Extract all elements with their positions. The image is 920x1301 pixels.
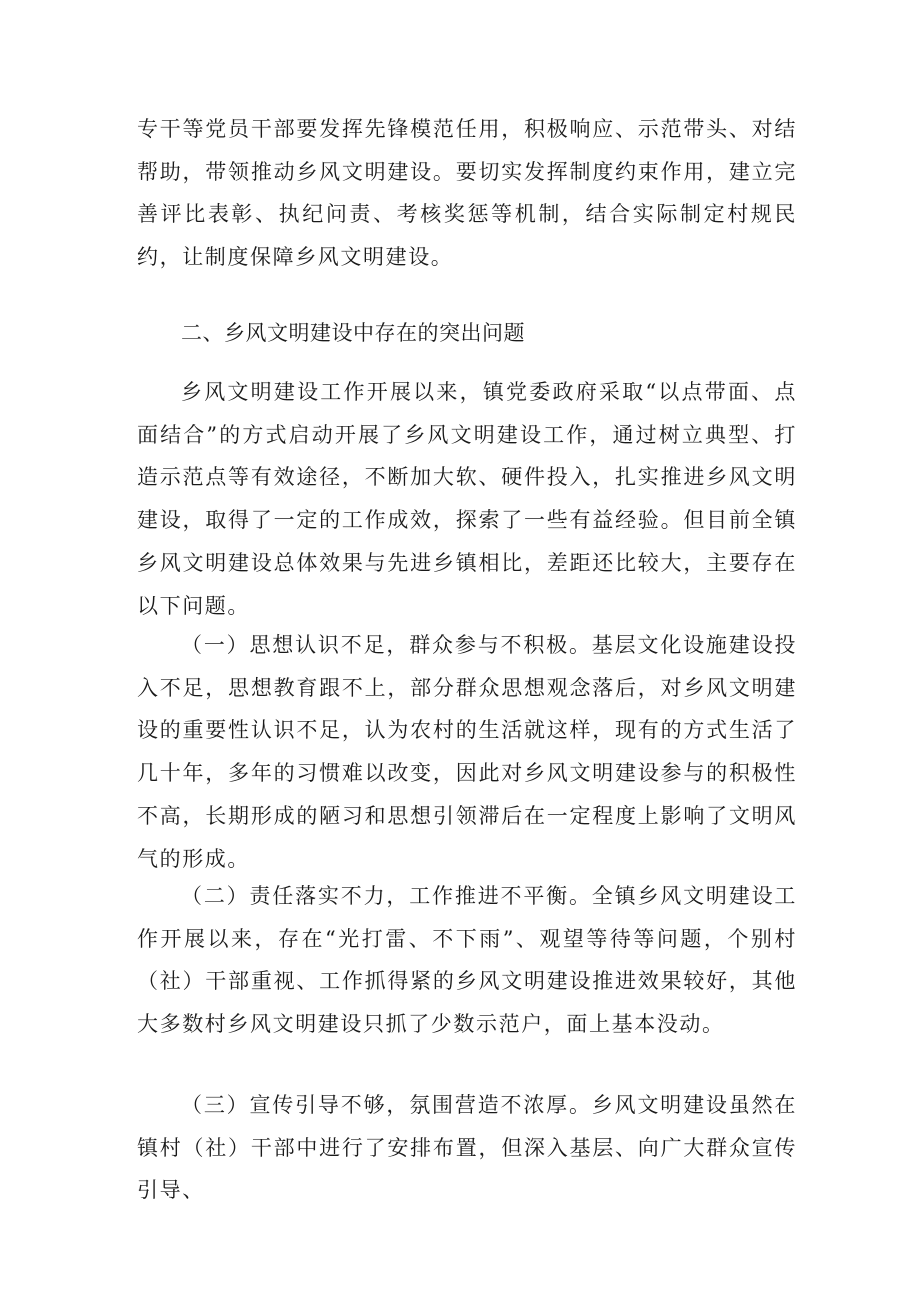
paragraph-intro: 乡风文明建设工作开展以来，镇党委政府采取“以点带面、点面结合”的方式启动开展了乡风文明建设工作，通过树立典型、打造示范点等有效途径，不断加大软、硬件投入，扎实推进乡风文明建设，取得了一定的工作成效，探索了一些有益经验。但目前全镇乡风文明建设总体效果与先进乡镇相比，差距还比较大，主要存在以下问题。 — [137, 380, 797, 618]
paragraph-issue-1: （一）思想认识不足，群众参与不积极。基层文化设施建设投入不足，思想教育跟不上，部分群众思想观念落后，对乡风文明建设的重要性认识不足，认为农村的生活就这样，现有的方式生活了几十年，多年的习惯难以改变，因此对乡风文明建设参与的积极性不高，长期形成的陋习和思想引领滞后在一定程度上影响了文明风气的形成。 — [137, 633, 797, 871]
section-heading: 二、乡风文明建设中存在的突出问题 — [181, 321, 525, 345]
paragraph-issue-3: （三）宣传引导不够，氛围营造不浓厚。乡风文明建设虽然在镇村（社）干部中进行了安排布置，但深入基层、向广大群众宣传引导、 — [137, 1093, 797, 1203]
paragraph-continuation: 专干等党员干部要发挥先锋模范任用，积极响应、示范带头、对结帮助，带领推动乡风文明建设。要切实发挥制度约束作用，建立完善评比表彰、执纪问责、考核奖惩等机制，结合实际制定村规民约，让制度保障乡风文明建设。 — [137, 117, 797, 270]
paragraph-issue-2: （二）责任落实不力，工作推进不平衡。全镇乡风文明建设工作开展以来，存在“光打雷、不下雨”、观望等待等问题，个别村（社）干部重视、工作抓得紧的乡风文明建设推进效果较好，其他大多数村乡风文明建设只抓了少数示范户，面上基本没动。 — [137, 884, 797, 1037]
